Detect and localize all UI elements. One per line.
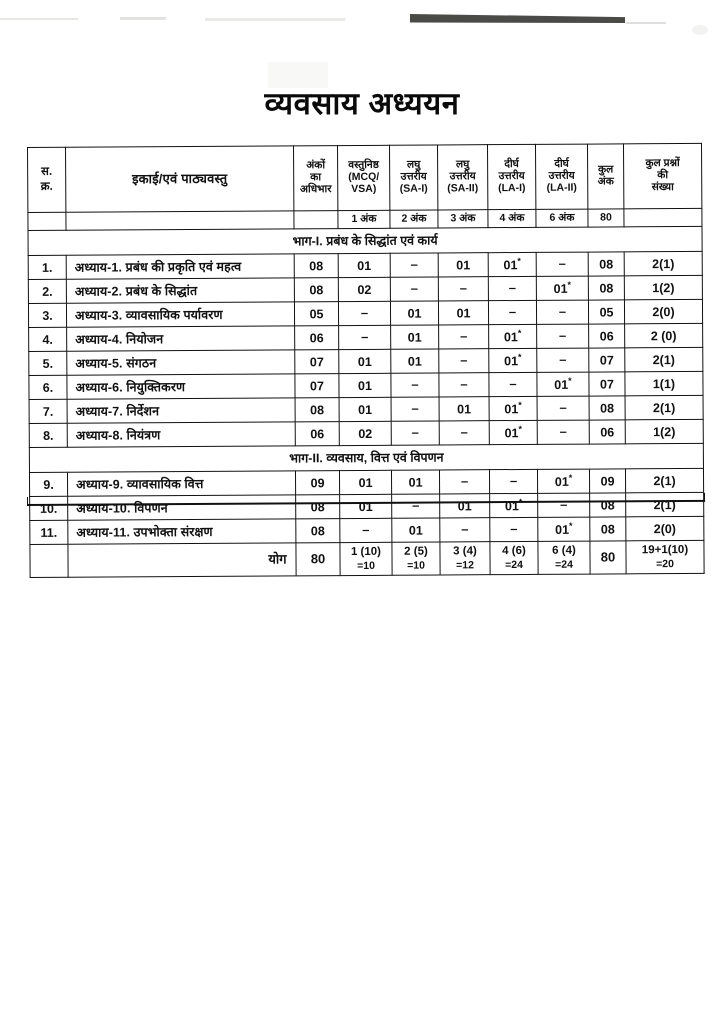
cell-mcq: 01	[338, 253, 390, 277]
cell-weightage: 07	[295, 374, 339, 398]
scan-smudge	[0, 18, 78, 20]
header-total-marks-line1: कुल	[598, 163, 614, 176]
cell-question-count: 2(1)	[625, 395, 703, 419]
cell-mcq: 01	[339, 397, 391, 421]
cell-total-marks: 08	[588, 252, 624, 276]
cell-sa2: –	[440, 518, 490, 542]
blueprint-table-container	[27, 143, 704, 578]
header-sr-no-line2: क्र.	[40, 180, 53, 193]
blueprint-table	[27, 143, 705, 578]
cell-weightage: 08	[294, 254, 338, 278]
total-la2: 6 (4) =24	[538, 541, 590, 574]
cell-weightage: 05	[294, 302, 338, 326]
cell-unit-name: अध्याय-9. व्यावसायिक वित्त	[67, 471, 295, 496]
header-la1-line2: उत्तरीय	[498, 170, 525, 183]
scan-artifacts	[0, 0, 724, 60]
cell-sr-no: 11.	[30, 520, 68, 544]
cell-la2: –	[538, 493, 590, 517]
cell-sr-no: 1.	[28, 255, 66, 279]
cell-total-marks: 08	[590, 517, 626, 541]
cell-weightage: 07	[295, 350, 339, 374]
header-sa1-line2: उत्तरीय	[400, 170, 427, 183]
total-label: योग	[68, 543, 296, 577]
cell-weightage: 08	[294, 278, 338, 302]
cell-la1: –	[488, 276, 536, 300]
total-sa1: 2 (5) =10	[392, 542, 440, 575]
cell-mcq: –	[340, 518, 392, 542]
cell-weightage: 06	[295, 326, 339, 350]
header-total-marks	[587, 144, 623, 209]
total-row	[30, 540, 704, 577]
cell-sa2: 01	[438, 301, 488, 325]
cell-mcq: –	[338, 301, 390, 325]
cell-weightage: 09	[295, 471, 339, 495]
marks-sa1: 2 अंक	[390, 210, 438, 228]
cell-la1: 01*	[489, 348, 537, 372]
cell-sr-no: 2.	[28, 279, 66, 303]
section-heading: भाग-II. व्यवसाय, वित्त एवं विपणन	[29, 443, 703, 472]
cell-sr-no: 10.	[30, 496, 68, 520]
cell-question-count: 2(0)	[624, 299, 702, 323]
cell-sa2: 01	[438, 253, 488, 277]
section-heading: भाग-I. प्रबंध के सिद्धांत एवं कार्य	[28, 226, 702, 255]
scan-smudge	[626, 22, 666, 24]
cell-sa2: 01	[439, 397, 489, 421]
header-sa2	[437, 145, 487, 210]
cell-la2: –	[536, 300, 588, 324]
header-weightage	[293, 146, 337, 211]
total-la1: 4 (6) =24	[490, 541, 538, 574]
cell-total-marks: 08	[588, 276, 624, 300]
cell-unit-name: अध्याय-10. विपणन	[68, 495, 296, 520]
cell-la1: 01*	[490, 493, 538, 517]
header-total-marks-line2: अंक	[597, 175, 614, 188]
cell-total-marks: 08	[590, 493, 626, 517]
total-sr-no	[30, 544, 68, 577]
cell-sa2: –	[438, 277, 488, 301]
cell-weightage: 08	[296, 495, 340, 519]
cell-unit-name: अध्याय-11. उपभोक्ता संरक्षण	[68, 519, 296, 544]
marks-total: 80	[588, 209, 624, 227]
scan-smudge	[205, 18, 345, 21]
cell-sr-no: 5.	[29, 351, 67, 375]
page-title: व्यवसाय अध्ययन	[264, 86, 460, 121]
header-total-questions-line3: संख्या	[651, 180, 674, 194]
cell-unit-name: अध्याय-2. प्रबंध के सिद्धांत	[66, 278, 294, 303]
cell-question-count: 1(2)	[625, 419, 703, 443]
cell-la2: 01*	[537, 469, 589, 493]
cell-unit-name: अध्याय-3. व्यावसायिक पर्यावरण	[66, 302, 294, 327]
table-header-row	[28, 143, 702, 212]
cell-la2: –	[537, 396, 589, 420]
header-sr-no-line1: स.	[41, 165, 53, 178]
cell-question-count: 1(2)	[624, 275, 702, 299]
cell-la1: –	[488, 300, 536, 324]
cell-la1: –	[489, 372, 537, 396]
cell-la1: 01*	[489, 396, 537, 420]
header-la1-line3: (LA-I)	[498, 181, 526, 194]
cell-sa2: –	[439, 325, 489, 349]
marks-sa2: 3 अंक	[438, 210, 488, 228]
cell-question-count: 2(0)	[626, 516, 704, 540]
header-weightage-line2: का	[310, 171, 322, 184]
cell-total-marks: 06	[589, 420, 625, 444]
cell-sa1: 01	[391, 470, 439, 494]
header-la1	[487, 144, 535, 209]
cell-mcq: 01	[339, 349, 391, 373]
cell-la2: –	[537, 348, 589, 372]
scan-smudge	[692, 25, 708, 35]
cell-mcq: 02	[338, 277, 390, 301]
table-body	[28, 226, 704, 577]
cell-unit-name: अध्याय-6. नियुक्तिकरण	[67, 374, 295, 399]
header-total-questions	[623, 143, 701, 208]
header-sr-no	[28, 147, 66, 212]
cell-unit-name: अध्याय-7. निर्देशन	[67, 398, 295, 423]
header-sa1-line1: लघु	[406, 158, 421, 172]
scan-smudge	[120, 17, 166, 20]
header-la2-line1: दीर्घ	[554, 158, 569, 171]
cell-mcq: 01	[339, 470, 391, 494]
cell-sr-no: 4.	[29, 327, 67, 351]
cell-sa2: 01	[440, 494, 490, 518]
cell-sa2: –	[439, 470, 489, 494]
cell-weightage: 08	[295, 398, 339, 422]
cell-weightage: 06	[295, 422, 339, 446]
header-mcq-line2: (MCQ/	[348, 170, 380, 184]
header-mcq-line3: VSA)	[351, 182, 377, 195]
cell-la1: 01*	[488, 252, 536, 276]
cell-question-count: 2(1)	[626, 492, 704, 516]
header-mcq-line1: वस्तुनिष्ठ	[348, 159, 379, 172]
cell-sa1: –	[390, 253, 438, 277]
cell-sa1: 01	[392, 518, 440, 542]
cell-mcq: 01	[340, 494, 392, 518]
cell-unit-name: अध्याय-4. नियोजन	[67, 326, 295, 351]
cell-sa1: 01	[391, 349, 439, 373]
cell-weightage: 08	[296, 519, 340, 543]
marks-mcq: 1 अंक	[338, 210, 390, 228]
total-weightage: 80	[296, 543, 340, 576]
cell-la1: –	[489, 469, 537, 493]
cell-sa2: –	[439, 373, 489, 397]
cell-la2: –	[536, 252, 588, 276]
header-sa2-line1: लघु	[455, 158, 470, 171]
cell-mcq: 01	[339, 373, 391, 397]
cell-total-marks: 06	[589, 324, 625, 348]
header-total-questions-line2: की	[657, 169, 669, 182]
scan-smudge	[410, 14, 625, 23]
header-la1-line1: दीर्घ	[504, 158, 519, 171]
header-sa1-line3: (SA-I)	[399, 182, 428, 195]
header-unit: इकाई/एवं पाठ्यवस्तु	[66, 146, 294, 212]
cell-question-count: 1(1)	[625, 371, 703, 395]
total-question-count: 19+1(10) =20	[626, 540, 704, 573]
marks-sr-no	[28, 212, 66, 230]
cell-sa1: –	[392, 494, 440, 518]
header-sa2-line2: उत्तरीय	[449, 170, 476, 183]
cell-unit-name: अध्याय-8. नियंत्रण	[67, 422, 295, 447]
cell-la2: 01*	[536, 276, 588, 300]
cell-total-marks: 07	[589, 372, 625, 396]
header-la2	[535, 144, 587, 209]
cell-unit-name: अध्याय-1. प्रबंध की प्रकृति एवं महत्व	[66, 254, 294, 279]
header-weightage-line3: अधिभार	[299, 183, 332, 196]
cell-total-marks: 09	[589, 469, 625, 493]
cell-total-marks: 07	[589, 348, 625, 372]
cell-question-count: 2 (0)	[625, 323, 703, 347]
cell-sa1: 01	[391, 325, 439, 349]
header-sa1	[389, 145, 437, 210]
cell-question-count: 2(1)	[625, 347, 703, 371]
cell-sa2: –	[439, 421, 489, 445]
cell-mcq: –	[339, 325, 391, 349]
header-total-questions-line1: कुल प्रश्नों	[645, 157, 680, 170]
total-mcq: 1 (10) =10	[340, 542, 392, 575]
cell-sr-no: 7.	[29, 399, 67, 423]
marks-weightage	[294, 211, 338, 229]
total-sa2: 3 (4) =12	[440, 542, 490, 575]
marks-unit	[66, 211, 294, 230]
cell-la1: –	[490, 517, 538, 541]
total-marks: 80	[590, 541, 626, 574]
cell-sr-no: 6.	[29, 375, 67, 399]
header-sa2-line3: (SA-II)	[447, 182, 479, 195]
cell-question-count: 2(1)	[625, 468, 703, 492]
marks-la2: 6 अंक	[536, 209, 588, 227]
cell-la2: –	[537, 420, 589, 444]
cell-sa1: 01	[390, 301, 438, 325]
cell-la1: 01*	[489, 324, 537, 348]
cell-sr-no: 9.	[29, 472, 67, 496]
cell-la1: 01*	[489, 420, 537, 444]
cell-sa1: –	[390, 277, 438, 301]
cell-la2: 01*	[538, 517, 590, 541]
marks-total-questions	[624, 208, 702, 226]
cell-sr-no: 3.	[28, 303, 66, 327]
cell-la2: 01*	[537, 372, 589, 396]
cell-total-marks: 05	[588, 300, 624, 324]
header-mcq	[337, 145, 389, 210]
header-la2-line3: (LA-II)	[546, 181, 577, 194]
cell-sa1: –	[391, 373, 439, 397]
header-la2-line2: उत्तरीय	[548, 169, 575, 182]
cell-unit-name: अध्याय-5. संगठन	[67, 350, 295, 375]
cell-sa2: –	[439, 349, 489, 373]
cell-sa1: –	[391, 421, 439, 445]
cell-la2: –	[537, 324, 589, 348]
cell-question-count: 2(1)	[624, 251, 702, 275]
marks-la1: 4 अंक	[488, 209, 536, 227]
header-weightage-line1: अंकों	[306, 159, 326, 172]
cell-mcq: 02	[339, 421, 391, 445]
cell-sr-no: 8.	[29, 423, 67, 447]
cell-sa1: –	[391, 397, 439, 421]
cell-total-marks: 08	[589, 396, 625, 420]
